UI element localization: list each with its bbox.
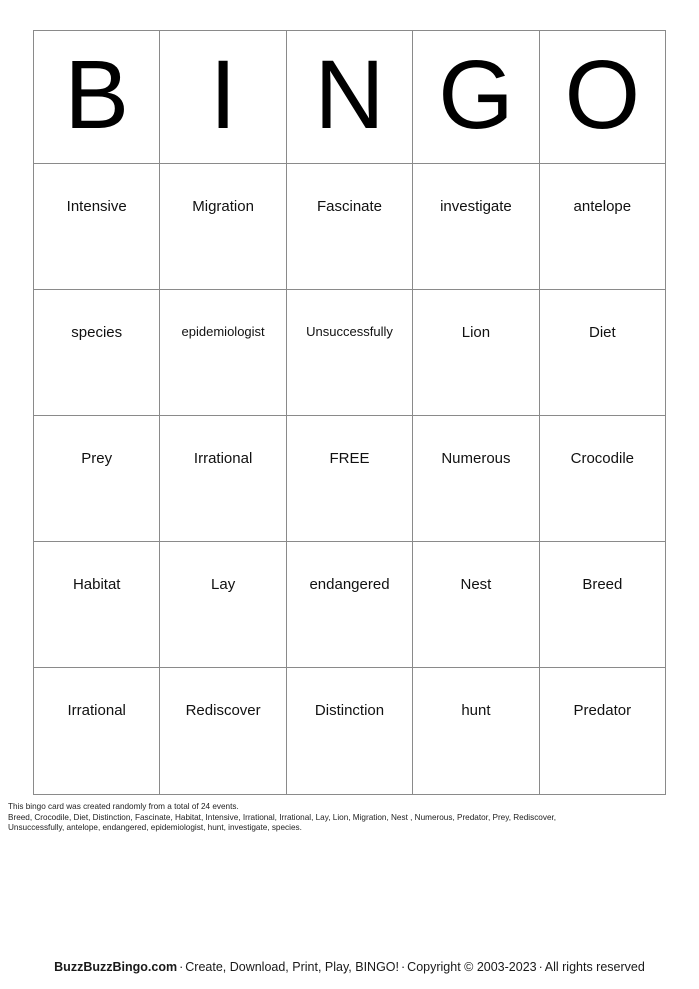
- bingo-cell[interactable]: Fascinate: [287, 164, 413, 290]
- bingo-header-letter-b: B: [34, 31, 160, 164]
- footer-tagline: Create, Download, Print, Play, BINGO!: [185, 960, 399, 974]
- bingo-cell-free[interactable]: FREE: [287, 416, 413, 542]
- bingo-cell[interactable]: Prey: [34, 416, 160, 542]
- bingo-cell[interactable]: investigate: [413, 164, 539, 290]
- bingo-header-letter-g: G: [413, 31, 539, 164]
- bingo-cell[interactable]: Numerous: [413, 416, 539, 542]
- bingo-row: [34, 290, 666, 416]
- footer-rights: All rights reserved: [544, 960, 645, 974]
- event-note-summary: This bingo card was created randomly from a total of 24 events.: [8, 802, 239, 811]
- bingo-header-letter-o: O: [540, 31, 666, 164]
- bingo-cell[interactable]: Lay: [160, 542, 286, 668]
- bingo-cell[interactable]: Irrational: [160, 416, 286, 542]
- bingo-cell[interactable]: hunt: [413, 668, 539, 795]
- bingo-cell[interactable]: epidemiologist: [160, 290, 286, 416]
- event-note-words-line-1: Breed, Crocodile, Diet, Distinction, Fascinate, Habitat, Intensive, Irrational, Irrational, Lay, Lion, Migration, Nest , Numerous, Predator, Prey, Rediscover,: [8, 812, 557, 822]
- bingo-cell[interactable]: Rediscover: [160, 668, 286, 795]
- footer-separator: ·: [401, 960, 406, 974]
- bingo-cell[interactable]: Distinction: [287, 668, 413, 795]
- bingo-cell[interactable]: Unsuccessfully: [287, 290, 413, 416]
- bingo-cell[interactable]: species: [34, 290, 160, 416]
- bingo-row: [34, 668, 666, 795]
- bingo-cell[interactable]: antelope: [540, 164, 666, 290]
- bingo-cell[interactable]: Nest: [413, 542, 539, 668]
- bingo-cell[interactable]: Irrational: [34, 668, 160, 795]
- event-note-words-line-2: Unsuccessfully, antelope, endangered, epidemiologist, hunt, investigate, species.: [8, 823, 302, 833]
- bingo-cell[interactable]: Intensive: [34, 164, 160, 290]
- bingo-header-letter-n: N: [287, 31, 413, 164]
- bingo-cell[interactable]: Diet: [540, 290, 666, 416]
- footer-separator: ·: [538, 960, 543, 974]
- page-footer: [0, 960, 699, 974]
- event-list-note: [8, 802, 691, 834]
- bingo-row: [34, 542, 666, 668]
- bingo-row: [34, 416, 666, 542]
- bingo-cell[interactable]: Predator: [540, 668, 666, 795]
- bingo-cell[interactable]: Habitat: [34, 542, 160, 668]
- bingo-header-row: [34, 31, 666, 164]
- footer-copyright: Copyright © 2003-2023: [407, 960, 537, 974]
- bingo-cell[interactable]: Crocodile: [540, 416, 666, 542]
- bingo-cell[interactable]: endangered: [287, 542, 413, 668]
- bingo-header-letter-i: I: [160, 31, 286, 164]
- bingo-cell[interactable]: Lion: [413, 290, 539, 416]
- footer-separator: ·: [179, 960, 184, 974]
- bingo-row: [34, 164, 666, 290]
- footer-brand-link[interactable]: BuzzBuzzBingo.com: [54, 960, 178, 974]
- bingo-cell[interactable]: Migration: [160, 164, 286, 290]
- bingo-cell[interactable]: Breed: [540, 542, 666, 668]
- bingo-card: [33, 30, 666, 795]
